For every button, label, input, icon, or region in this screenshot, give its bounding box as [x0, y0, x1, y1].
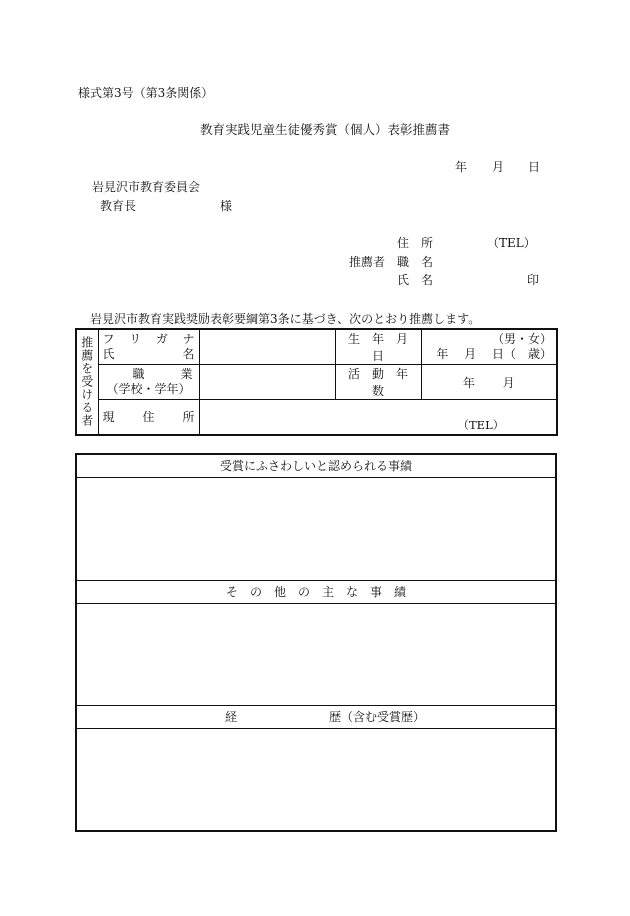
- nominee-side-label: 推薦を受ける者: [76, 329, 98, 435]
- activity-years-label: 活 動 年 数: [335, 365, 421, 400]
- other-achievements-heading: そ の 他 の 主 な 事 績: [77, 580, 555, 604]
- birth-label: 生 年 月 日: [335, 329, 421, 365]
- addressee-honorific: 様: [220, 199, 233, 213]
- intro-text: 岩見沢市教育実践奨励表彰要綱第3条に基づき、次のとおり推薦します。: [90, 312, 481, 326]
- address-label: 現 住 所: [98, 400, 199, 435]
- addressee-title: 教育長: [100, 199, 137, 213]
- career-label-left: 経: [225, 710, 238, 724]
- name-label-cell: [98, 329, 199, 365]
- occupation-label-cell: [98, 365, 199, 400]
- career-body[interactable]: [77, 728, 555, 828]
- recommender-name-label: 氏 名: [397, 273, 434, 287]
- activity-years-value[interactable]: 年 月: [421, 365, 557, 400]
- gender-option: （男・女）: [491, 332, 552, 346]
- career-label-right: 歴（含む受賞歴）: [329, 710, 426, 724]
- achievements-body[interactable]: [77, 478, 555, 580]
- addressee-org: 岩見沢市教育委員会: [92, 180, 201, 194]
- furigana-label: フ リ ガ ナ: [102, 332, 195, 346]
- date-year: 年: [455, 160, 468, 174]
- occupation-input-cell[interactable]: [199, 365, 335, 400]
- birth-value: 年 月 日（ 歳）: [436, 347, 552, 361]
- document-title: 教育実践児童生徒優秀賞（個人）表彰推薦書: [200, 122, 451, 137]
- recommender-position-label: 職 名: [397, 255, 434, 269]
- achievements-box: [75, 453, 557, 832]
- form-number: 様式第3号（第3条関係）: [78, 86, 214, 100]
- birth-value-cell[interactable]: [421, 329, 557, 365]
- recommender-address-label: 住 所: [397, 236, 434, 250]
- achievements-heading: 受賞にふさわしいと認められる事績: [77, 455, 555, 478]
- date-month: 月: [492, 160, 505, 174]
- name-input-cell[interactable]: [199, 329, 335, 365]
- occupation-label: 職 業: [132, 367, 193, 381]
- other-achievements-body[interactable]: [77, 603, 555, 705]
- recommender-tel: （TEL）: [487, 236, 536, 250]
- nominee-table: [75, 328, 558, 436]
- address-input-cell[interactable]: [199, 400, 557, 435]
- school-label: （学校・学年）: [106, 382, 191, 396]
- address-tel: （TEL）: [457, 417, 505, 432]
- seal-mark: 印: [527, 273, 540, 287]
- recommender-label: 推薦者: [349, 255, 386, 269]
- career-heading: [77, 705, 555, 729]
- date-day: 日: [528, 160, 541, 174]
- name-label: 氏 名: [102, 347, 195, 361]
